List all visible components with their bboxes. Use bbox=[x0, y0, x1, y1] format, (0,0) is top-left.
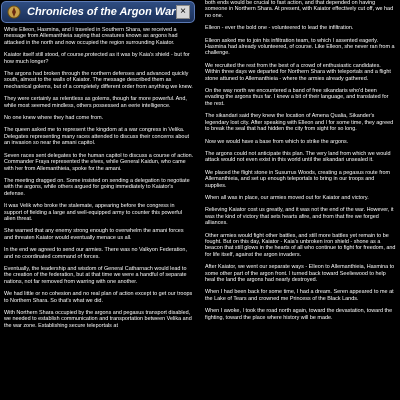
story-paragraph: She warned that any enemy strong enough to overwhelm the amani forces and threaten Kaiator would eventually menace us all. bbox=[4, 228, 184, 241]
story-paragraph: When I awoke, I took the road north again, toward the devastation, toward the fighting, toward the place where history will be made. bbox=[205, 308, 393, 321]
story-paragraph: The argons had broken through the northern defenses and advanced quickly south, almost to the walls of Kaiator. The message described them as mechanical golems, but of a completely different order from anything we knew. bbox=[4, 71, 193, 90]
story-paragraph: The meeting dragged on. Some insisted on sending a delegation to negotiate with the argons, while others argued for going immediately to Kaiator's defense. bbox=[4, 177, 190, 197]
right-text-block bbox=[201, 0, 398, 321]
story-paragraph: While Elleon, Hasmina, and I traveled in Southern Shara, we received a message from Allemanthieia saying that creatures known as argons had attacked in the north and now occupied the region surrounding Kaiator. bbox=[4, 27, 178, 46]
story-paragraph: It was Velik who broke the stalemate, appearing before the congress in support of fielding a large and well-equipped army to counter this powerful alien threat. bbox=[4, 203, 183, 222]
left-text-block bbox=[0, 23, 196, 329]
right-column bbox=[201, 0, 398, 400]
story-paragraph: After Kaiator, we went our separate ways - Elleon to Allemanthieia, Hasmina to some other part of the argon front. I turned back toward Seeliewood to help heal the land the argons had nearly destroyed. bbox=[205, 264, 395, 283]
story-paragraph: both ends would be crucial to fast action, and that depended on having someone in Northern Shara. At present, with Kaiator effectively cut off, we had no one. bbox=[205, 0, 394, 19]
story-paragraph: The sikandari said they knew the location of Amena Qualia, Sikander's legendary lost city. After speaking with Elleon and I for some time, they agreed to break the seal that had hidden the city from sight for so long. bbox=[205, 113, 394, 133]
story-paragraph: Relieving Kaiator cost us greatly, and it was not the end of the war. However, it was the kind of victory that sets hearts afire, and from that fire we forged alliances. bbox=[205, 207, 394, 227]
close-button[interactable]: × bbox=[176, 5, 190, 19]
story-paragraph: We recruited the rest from the best of a crowd of enthusiastic candidates. Within three days we departed for Northern Shara with teleportals and a flight stone attuned to Allemanthieia - where the armies already gathered. bbox=[205, 62, 391, 82]
story-paragraph: In the end we agreed to send our armies. There was no Valkyon Federation, and no coordinated command of forces. bbox=[4, 247, 187, 260]
story-paragraph: Eventually, the leadership and wisdom of General Catharnach would lead to the creation of the federation, but at that time we were a handful of separate nations, not far removed from warring with one another. bbox=[4, 265, 187, 285]
story-paragraph: When I had been back for some time, I had a dream. Seren appeared to me at the Lake of Tears and crowned me Princess of the Black Lands. bbox=[205, 289, 394, 302]
left-column bbox=[0, 0, 196, 400]
story-paragraph: We had little or no cohesion and no real plan of action except to get our troops to Northern Shara. So that's what we did. bbox=[4, 291, 193, 304]
emblem-icon bbox=[7, 5, 21, 19]
story-paragraph: Other armies would fight other battles, and still more battles yet remain to be fought. But on this day, Kaiator - Kaia's unbroken iron shield - shone as a beacon that still glows in the hearts of all who continue to fight for freedom, and for life itself, against the argon invaders. bbox=[205, 232, 396, 258]
story-paragraph: Kaiator itself still stood, of course,protected as it was by Kaia's shield - but for how much longer? bbox=[4, 52, 190, 65]
story-paragraph: With Northern Shara occupied by the argons and pegasus transport disabled, we needed to establish communication and transportation between Velika and the war zone. Establishing secure teleportals at bbox=[4, 310, 192, 329]
story-paragraph: We placed the flight stone in Susurrus Woods, creating a pegasus route from Allemanthieia, and set up enough teleportals to bring in our troops and supplies. bbox=[205, 169, 391, 189]
story-paragraph: Elleon - ever the bold one - volunteered to lead the infiltration. bbox=[205, 25, 354, 32]
story-paragraph: Now we would have a base from which to strike the argons. bbox=[205, 138, 349, 145]
story-paragraph: The argons could not anticipate this plan. The very land from which we would attack would not even exist in this world until the sikandari unsealed it. bbox=[205, 150, 391, 164]
story-paragraph: The queen asked me to represent the kingdom at a war congress in Velika. Delegates representing many races attended to discuss their concerns about an invasion so near the amani capitol. bbox=[4, 127, 189, 147]
window-title: Chronicles of the Argon War bbox=[27, 6, 176, 18]
story-paragraph: When all was in place, our armies moved out for Kaiator and victory. bbox=[205, 194, 369, 201]
story-paragraph: Elleon asked me to join his infiltration team, to which I assented eagerly. Hasmina had already volunteered, of course. Like Elleon, she never ran from a challenge. bbox=[205, 37, 395, 57]
story-paragraph: Seven races sent delegates to the human capitol to discuss a course of action. Commander Fraya represented the elves, while General Kaidun, who came with her from Allemanthieia, spoke for the amani. bbox=[4, 152, 194, 172]
story-paragraph: They were certainly as relentless as golems, though far more powerful. And, while most seemed mindless, others possessed an eerie intelligence. bbox=[4, 96, 187, 109]
story-paragraph: On the way north we encountered a band of free sikandaris who'd been evading the argons thus far. I knew a bit of their language, and translated for the rest. bbox=[205, 88, 389, 107]
window-title-bar bbox=[1, 1, 195, 23]
story-paragraph: No one knew where they had come from. bbox=[4, 115, 104, 122]
